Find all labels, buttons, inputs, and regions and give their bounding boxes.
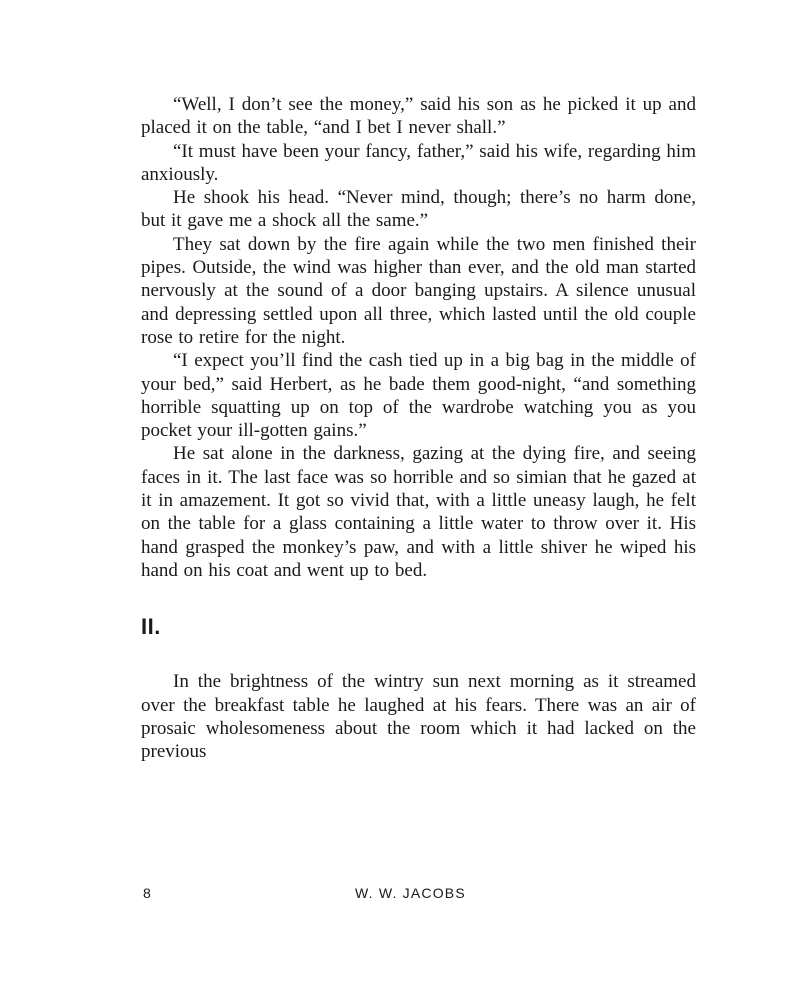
paragraph-money: “Well, I don’t see the money,” said his son as he picked it up and placed it on the table, “and I bet I never shall.” xyxy=(141,94,696,139)
page-text-block xyxy=(141,93,696,763)
paragraph-morning: In the brightness of the wintry sun next morning as it streamed over the breakfast table he laughed at his fears. There was an air of prosaic wholesomeness about the room which it had lacked on the previous xyxy=(141,671,696,763)
paragraph-herbert: “I expect you’ll find the cash tied up in a big bag in the middle of your bed,” said Herbert, as he bade them good-night, “and something horrible squatting up on top of the wardrobe watching you as you pocket your ill-gotten gains.” xyxy=(141,350,696,442)
running-head: W. W. JACOBS xyxy=(355,885,466,901)
paragraph-fancy: “It must have been your fancy, father,” said his wife, regarding him anxiously. xyxy=(141,140,696,185)
page-number: 8 xyxy=(143,885,151,901)
paragraph-fire: They sat down by the fire again while the two men finished their pipes. Outside, the wind was higher than ever, and the old man started nervously at the sound of a door banging upstairs. A silence unusual and depressing settled upon all three, which lasted until the old couple rose to retire for the night. xyxy=(141,233,696,348)
paragraph-darkness: He sat alone in the darkness, gazing at the dying fire, and seeing faces in it. The last face was so horrible and so simian that he gazed at it in amazement. It got so vivid that, with a little uneasy laugh, he felt on the table for a glass containing a little water to throw over it. His hand grasped the monkey’s paw, and with a little shiver he wiped his hand on his coat and went up to bed. xyxy=(141,443,696,581)
paragraph-shook-head: He shook his head. “Never mind, though; there’s no harm done, but it gave me a shock all the same.” xyxy=(141,187,696,232)
section-heading: II. xyxy=(141,614,161,640)
page-footer xyxy=(141,885,696,905)
